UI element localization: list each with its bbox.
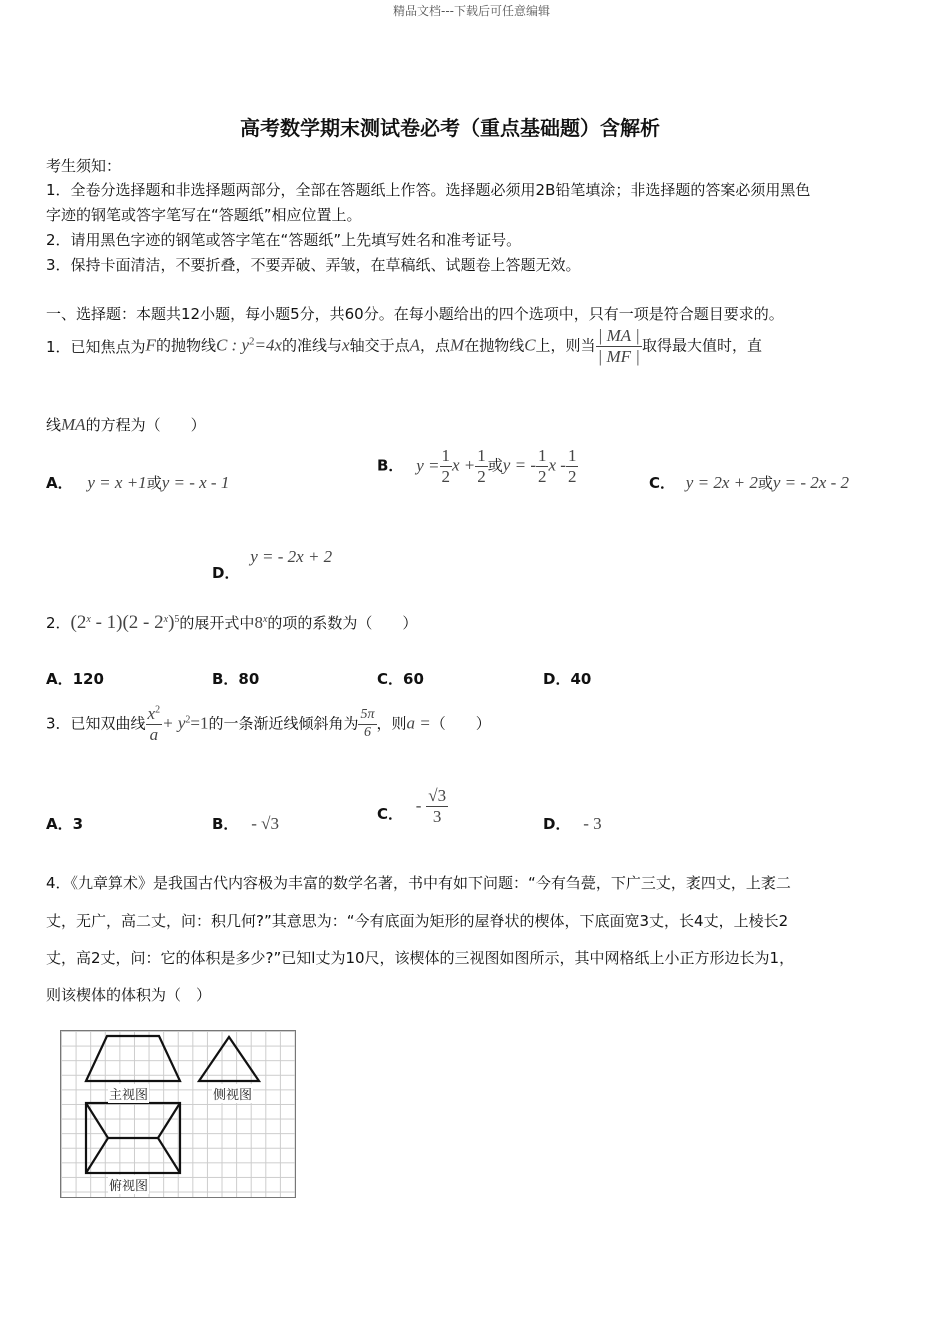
question-1-stem-line-2: 线MA的方程为（ ） xyxy=(46,415,206,434)
q3-option-a[interactable]: A．3 xyxy=(46,815,84,833)
question-1-stem: 1．已知焦点为F的抛物线C : $y^2=4x$的准线与x轴交于点A，点M在抛物线C上，则当 $\frac{| MA |}{| MF |}$ 取得最大值时，直 xyxy=(46,326,762,366)
question-4-line-1: 4．《九章算术》是我国古代内容极为丰富的数学名著，书中有如下问题：“今有刍甍，下广三丈，袤四丈，上袤二 xyxy=(46,874,791,892)
header-note: 精品文档---下载后可任意编辑 xyxy=(393,4,550,18)
q1-option-b[interactable]: B． y = $\frac{1}{2}$ x + $\frac{1}{2}$ 或y = - $\frac{1}{2}$ x - $\frac{1}{2}$ xyxy=(377,446,577,486)
question-3-stem: 3．已知双曲线 $\frac{x^2}{a}$ + $y^2=1$的一条渐近线倾斜角为 $\frac{5\pi}{6}$ ，则a =（ ） xyxy=(46,704,491,744)
notice-heading: 考生须知： xyxy=(46,157,122,175)
question-4-line-2: 丈，无广，高二丈，问：积几何?”其意思为：“今有底面为矩形的屋脊状的楔体，下底面宽3丈，长4丈，上棱长2 xyxy=(46,912,789,930)
q1-option-d[interactable]: D． y = - 2x + 2 xyxy=(212,547,333,582)
figure-lines xyxy=(61,1031,295,1197)
top-view-right-edges xyxy=(158,1103,180,1173)
q2-option-d[interactable]: D．40 xyxy=(543,670,592,688)
notice-item-1-line-2: 字迹的钢笔或答字笔写在“答题纸”相应位置上。 xyxy=(46,206,362,224)
top-view-label: 俯视图 xyxy=(108,1175,149,1194)
three-view-figure xyxy=(60,1030,296,1198)
q1-option-a[interactable]: A． y = x +1或y = - x - 1 xyxy=(46,473,230,492)
question-4-line-4: 则该楔体的体积为（ ） xyxy=(46,986,212,1004)
q1-option-c[interactable]: C． y = 2x + 2或y = - 2x - 2 xyxy=(649,473,849,492)
question-2-stem: 2．(2$^x$ - 1)(2 - 2$^x$)$^5$的展开式中8$^x$的项的系数为（ ） xyxy=(46,612,418,633)
notice-item-2: 2．请用黑色字迹的钢笔或答字笔在“答题纸”上先填写姓名和准考证号。 xyxy=(46,231,522,249)
side-view-label: 侧视图 xyxy=(212,1084,253,1103)
side-view-triangle xyxy=(199,1037,259,1081)
q2-option-a[interactable]: A．120 xyxy=(46,670,104,688)
page-title: 高考数学期末测试卷必考（重点基础题）含解析 xyxy=(240,116,660,140)
notice-item-1-line-1: 1．全卷分选择题和非选择题两部分，全部在答题纸上作答。选择题必须用2B铅笔填涂；非选择题的答案必须用黑色 xyxy=(46,181,811,199)
q3-option-c[interactable]: C． - $\frac{√3}{3}$ xyxy=(377,786,447,826)
q2-option-b[interactable]: B．80 xyxy=(212,670,260,688)
front-view-trapezoid xyxy=(86,1036,180,1081)
question-4-line-3: 丈，高2丈，问：它的体积是多少?”已知l丈为10尺，该楔体的三视图如图所示，其中网格纸上小正方形边长为1， xyxy=(46,949,795,967)
ratio-fraction: $\frac{| MA |}{| MF |}$ xyxy=(597,326,640,366)
top-view-left-edges xyxy=(86,1103,108,1173)
q3-option-b[interactable]: B． - √3 xyxy=(212,814,279,833)
q3-option-d[interactable]: D． - 3 xyxy=(543,814,602,833)
section-heading: 一、选择题：本题共12小题，每小题5分，共60分。在每小题给出的四个选项中，只有一项是符合题目要求的。 xyxy=(46,305,784,323)
front-view-label: 主视图 xyxy=(108,1084,149,1103)
notice-item-3: 3．保持卡面清洁，不要折叠，不要弄破、弄皱，在草稿纸、试题卷上答题无效。 xyxy=(46,256,581,274)
q2-option-c[interactable]: C．60 xyxy=(377,670,424,688)
